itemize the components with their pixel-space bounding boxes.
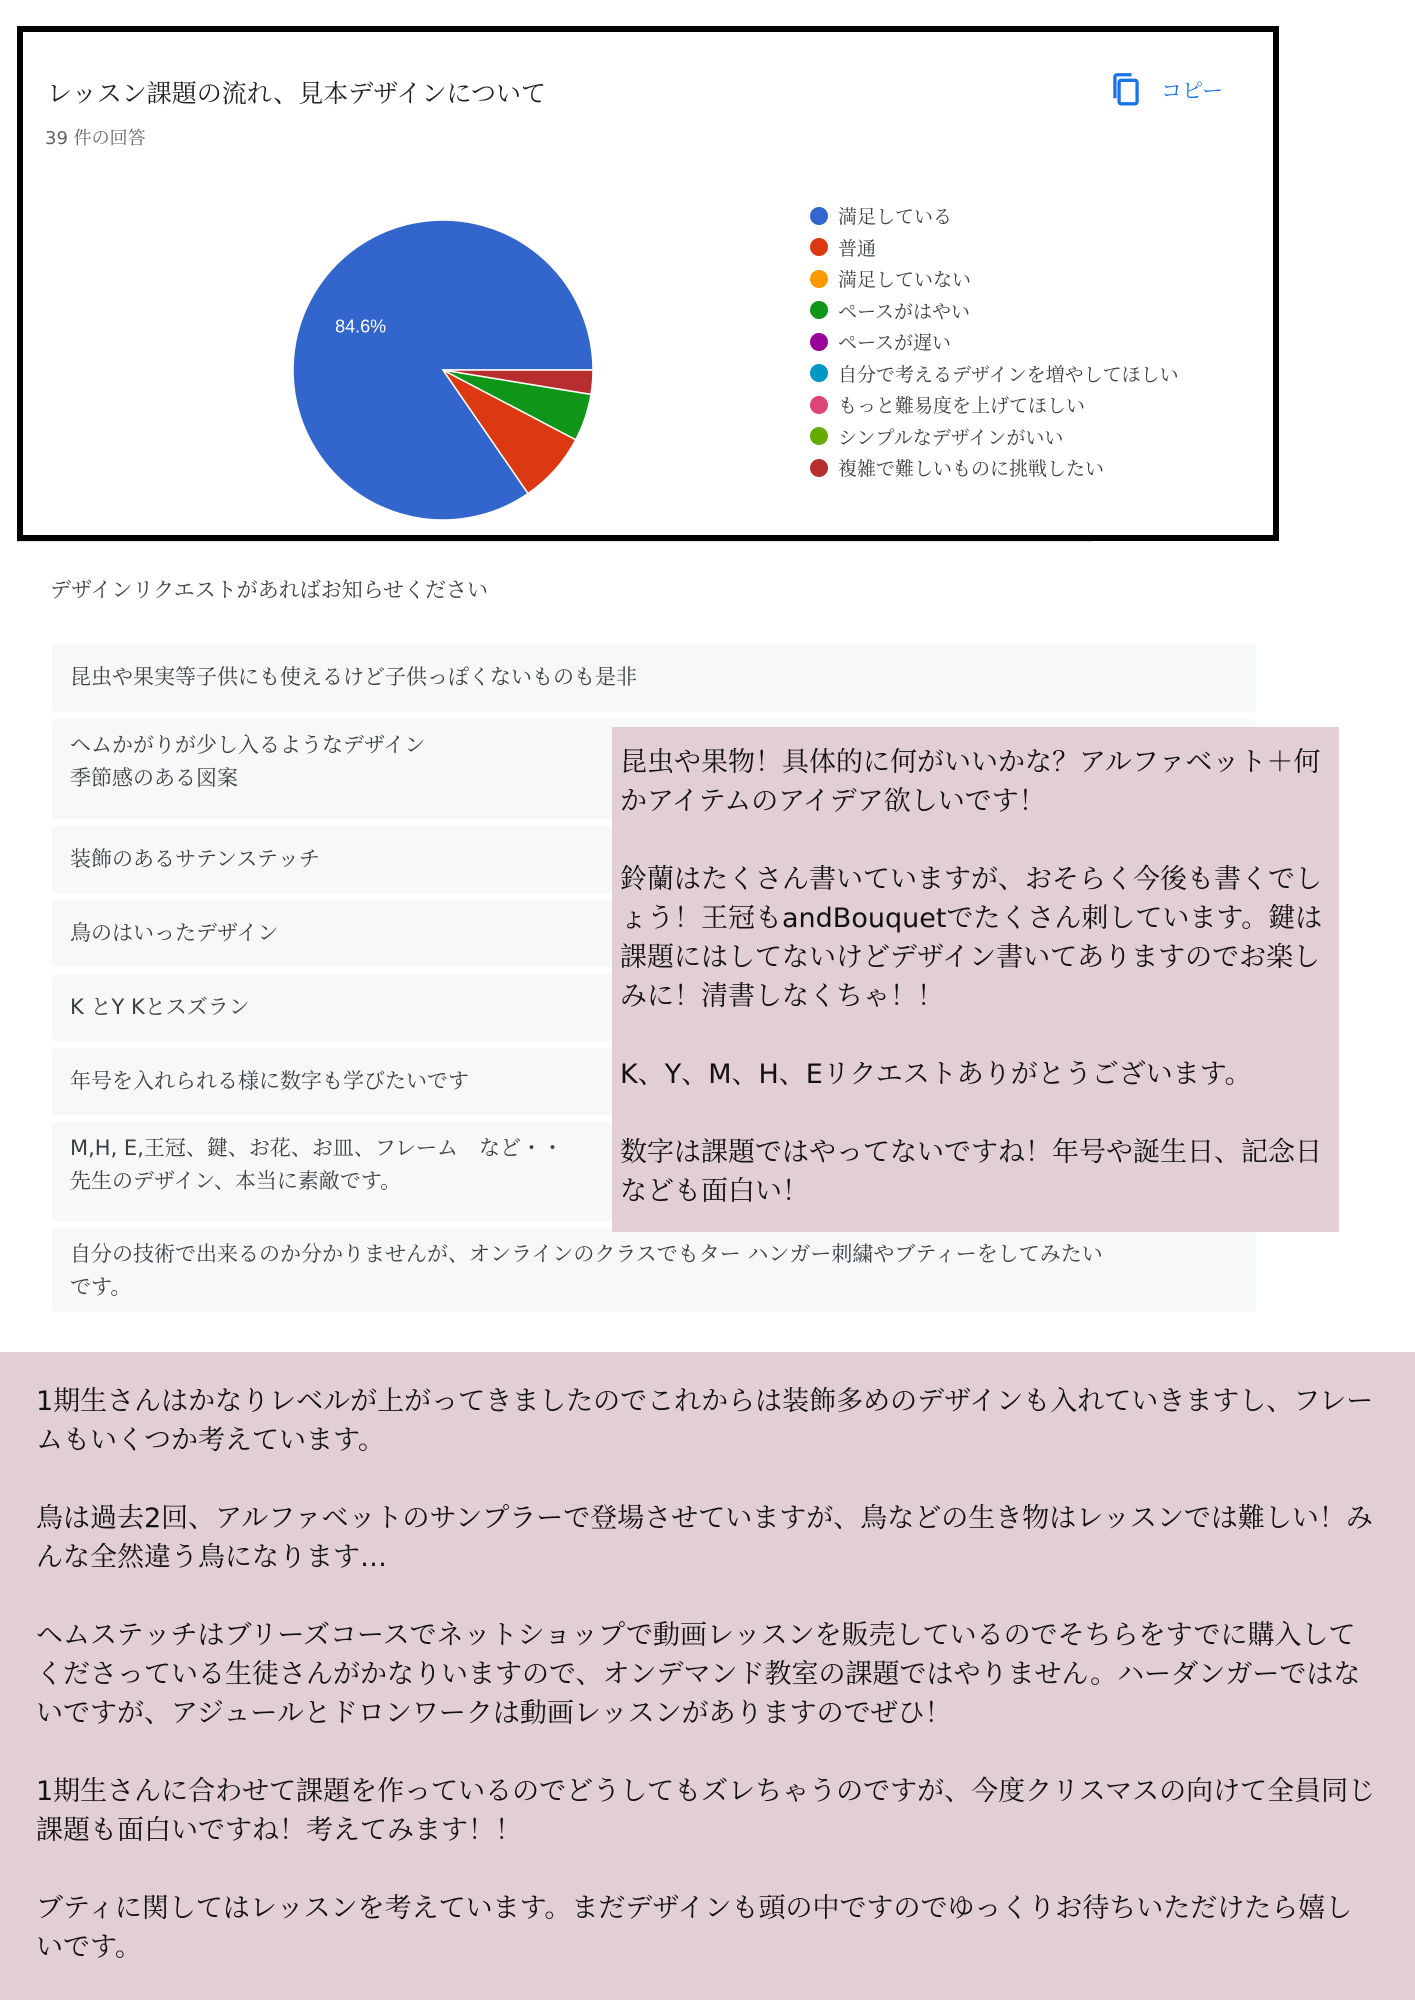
legend-label: シンプルなデザインがいい <box>838 426 1064 449</box>
note-paragraph: 昆虫や果物！具体的に何がいいかな？アルファベット＋何かアイテムのアイデア欲しいです！ <box>620 747 1321 817</box>
response-count: 39 件の回答 <box>45 128 146 149</box>
legend-swatch-icon <box>810 238 828 256</box>
legend-label: ペースが遅い <box>838 332 952 355</box>
copy-icon <box>1109 72 1143 108</box>
answer-item: 昆虫や果実等子供にも使えるけど子供っぽくないものも是非 <box>52 644 1256 712</box>
bottom-note-paragraph: ブティに関してはレッスンを考えています。まだデザインも頭の中ですのでゆっくりお待ちいただけたら嬉しいです。 <box>36 1893 1353 1963</box>
bottom-note-paragraph: 鳥は過去2回、アルファベットのサンプラーで登場させていますが、鳥などの生き物はレッスンでは難しい！みんな全然違う鳥になります… <box>36 1503 1373 1573</box>
answer-item: 装飾のあるサテンステッチ <box>52 826 1256 893</box>
chart-legend <box>810 200 1179 484</box>
pie-chart <box>273 200 613 540</box>
bottom-note-paragraph: 1期生さんに合わせて課題を作っているのでどうしてもズレちゃうのですが、今度クリスマスの向けて全員同じ課題も面白いですね！考えてみます！！ <box>36 1776 1376 1846</box>
bottom-note-paragraph: 1期生さんはかなりレベルが上がってきましたのでこれからは装飾多めのデザインも入れていきますし、フレームもいくつか考えています。 <box>36 1386 1374 1456</box>
survey-chart-card <box>17 26 1279 541</box>
legend-label: 複雑で難しいものに挑戦したい <box>838 458 1105 481</box>
legend-item[interactable] <box>810 389 1179 421</box>
legend-label: 普通 <box>838 237 877 260</box>
legend-label: 満足している <box>838 206 953 229</box>
answer-item: K とY Kとスズラン <box>52 974 1256 1041</box>
note-paragraph: K、Y、M、H、Eリクエストありがとうございます。 <box>620 1059 1252 1090</box>
legend-item[interactable] <box>810 295 1179 327</box>
legend-label: 満足していない <box>838 269 972 292</box>
legend-swatch-icon <box>810 364 828 382</box>
divider <box>17 541 1092 542</box>
legend-item[interactable] <box>810 263 1179 295</box>
legend-label: 自分で考えるデザインを増やしてほしい <box>838 363 1179 386</box>
legend-swatch-icon <box>810 301 828 319</box>
copy-label: コピー <box>1161 79 1224 103</box>
answer-item: M,H, E,王冠、鍵、お花、お皿、フレーム など・・ 先生のデザイン、本当に素敵です。 <box>52 1122 1256 1221</box>
legend-item[interactable] <box>810 358 1179 390</box>
legend-item[interactable] <box>810 421 1179 453</box>
legend-swatch-icon <box>810 396 828 414</box>
legend-label: ペースがはやい <box>838 300 971 323</box>
copy-button[interactable] <box>1109 68 1223 112</box>
answer-item: 年号を入れられる様に数字も学びたいです <box>52 1048 1256 1115</box>
comment-note-bottom <box>0 1352 1415 2000</box>
legend-swatch-icon <box>810 427 828 445</box>
legend-label: もっと難易度を上げてほしい <box>838 395 1086 418</box>
legend-item[interactable] <box>810 326 1179 358</box>
legend-swatch-icon <box>810 270 828 288</box>
legend-swatch-icon <box>810 459 828 477</box>
legend-item[interactable] <box>810 232 1179 264</box>
legend-item[interactable] <box>810 200 1179 232</box>
legend-item[interactable] <box>810 452 1179 484</box>
answer-item: ヘムかがりが少し入るようなデザイン 季節感のある図案 <box>52 719 1256 819</box>
bottom-note-paragraph: ヘムステッチはブリーズコースでネットショップで動画レッスンを販売しているのでそちらをすでに購入してくださっている生徒さんがかなりいますので、オンデマンド教室の課題ではやりません。ハーダンガーではないですが、アジュールとドロンワークは動画レッスンがありますのでぜひ！ <box>36 1620 1361 1729</box>
answer-item: 自分の技術で出来るのか分かりませんが、オンラインのクラスでもター ハンガー刺繍やブティーをしてみたい です。 <box>52 1228 1256 1312</box>
comment-note <box>612 727 1339 1232</box>
note-paragraph: 数字は課題ではやってないですね！年号や誕生日、記念日なども面白い！ <box>620 1137 1322 1207</box>
legend-swatch-icon <box>810 333 828 351</box>
requests-question-title: デザインリクエストがあればお知らせください <box>50 578 489 602</box>
question-title: レッスン課題の流れ、見本デザインについて <box>47 79 547 108</box>
note-paragraph: 鈴蘭はたくさん書いていますが、おそらく今後も書くでしょう！王冠もandBouquetでたくさん刺しています。鍵は課題にはしてないけどデザイン書いてありますのでお楽しみに！清書しなくちゃ！！ <box>620 864 1323 1012</box>
answer-item: 鳥のはいったデザイン <box>52 900 1256 967</box>
legend-swatch-icon <box>810 207 828 225</box>
pie-slice-label: 84.6% <box>335 316 387 337</box>
